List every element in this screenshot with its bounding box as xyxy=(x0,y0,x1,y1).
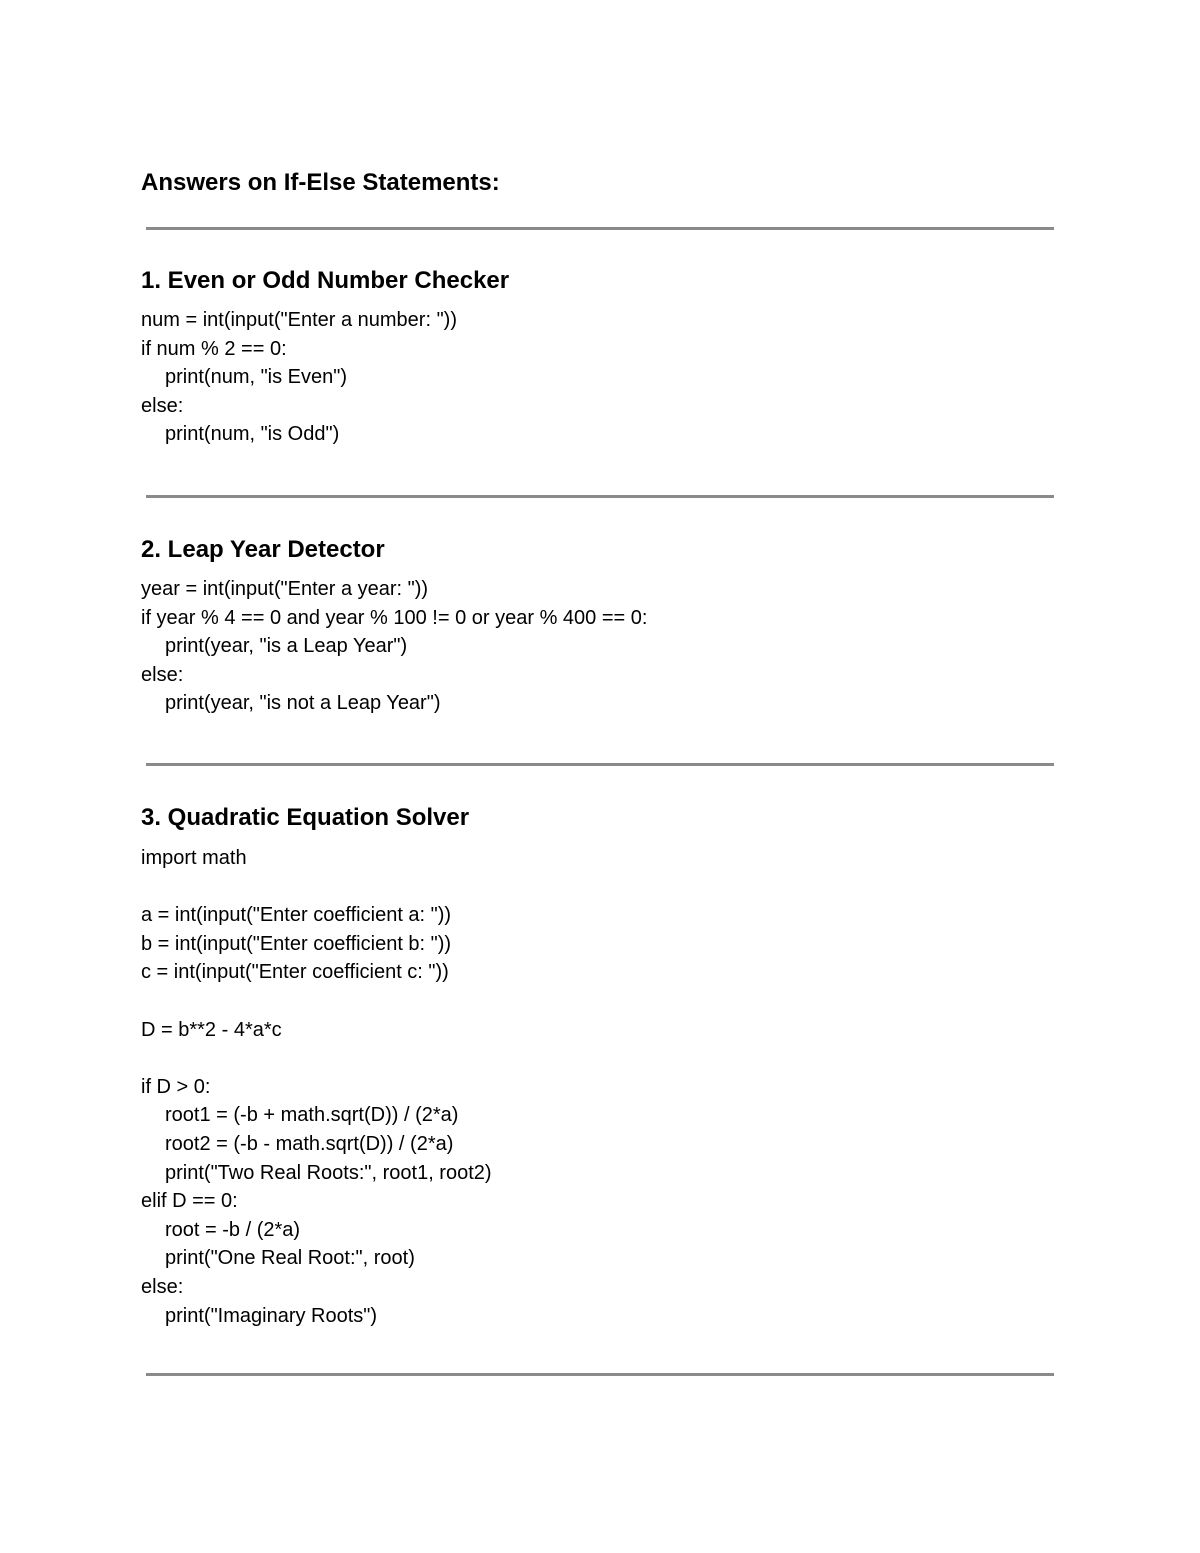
code-line: if num % 2 == 0: xyxy=(141,337,287,360)
code-line: print(year, "is a Leap Year") xyxy=(165,635,408,658)
code-line: year = int(input("Enter a year: ")) xyxy=(141,578,429,600)
section-heading-even-odd: 1. Even or Odd Number Checker xyxy=(141,267,510,294)
code-line xyxy=(141,873,492,902)
code-line: c = int(input("Enter coefficient c: ")) xyxy=(141,961,449,984)
code-line: else: xyxy=(141,1275,184,1298)
code-block-even-odd xyxy=(141,306,457,449)
code-line: num = int(input("Enter a number: ")) xyxy=(141,309,457,331)
section-heading-quadratic: 3. Quadratic Equation Solver xyxy=(141,804,470,831)
code-line xyxy=(141,987,492,1016)
code-block-leap-year xyxy=(141,575,647,718)
code-line: print(num, "is Even") xyxy=(165,366,348,389)
code-line: else: xyxy=(141,663,184,686)
code-line: D = b**2 - 4*a*c xyxy=(141,1018,282,1041)
code-line: print(num, "is Odd") xyxy=(165,423,340,446)
code-line: elif D == 0: xyxy=(141,1190,238,1213)
code-line: if D > 0: xyxy=(141,1075,211,1098)
code-line xyxy=(141,1044,492,1073)
code-line: root = -b / (2*a) xyxy=(165,1218,301,1241)
divider xyxy=(146,1373,1054,1376)
code-line: print(year, "is not a Leap Year") xyxy=(165,692,441,715)
code-line: root2 = (-b - math.sqrt(D)) / (2*a) xyxy=(165,1132,454,1155)
divider xyxy=(146,495,1054,498)
code-line: print("Two Real Roots:", root1, root2) xyxy=(165,1161,492,1184)
code-line: root1 = (-b + math.sqrt(D)) / (2*a) xyxy=(165,1104,459,1127)
page-title: Answers on If-Else Statements: xyxy=(141,169,500,196)
section-heading-leap-year: 2. Leap Year Detector xyxy=(141,536,385,563)
code-line: b = int(input("Enter coefficient b: ")) xyxy=(141,932,452,955)
code-line: else: xyxy=(141,394,184,417)
divider xyxy=(146,227,1054,230)
divider xyxy=(146,763,1054,766)
code-line: print("One Real Root:", root) xyxy=(165,1247,415,1270)
code-line: if year % 4 == 0 and year % 100 != 0 or year % 400 == 0: xyxy=(141,606,648,629)
code-block-quadratic xyxy=(141,844,492,1330)
code-line: import math xyxy=(141,847,247,869)
code-line: a = int(input("Enter coefficient a: ")) xyxy=(141,904,452,927)
code-line: print("Imaginary Roots") xyxy=(165,1304,378,1327)
